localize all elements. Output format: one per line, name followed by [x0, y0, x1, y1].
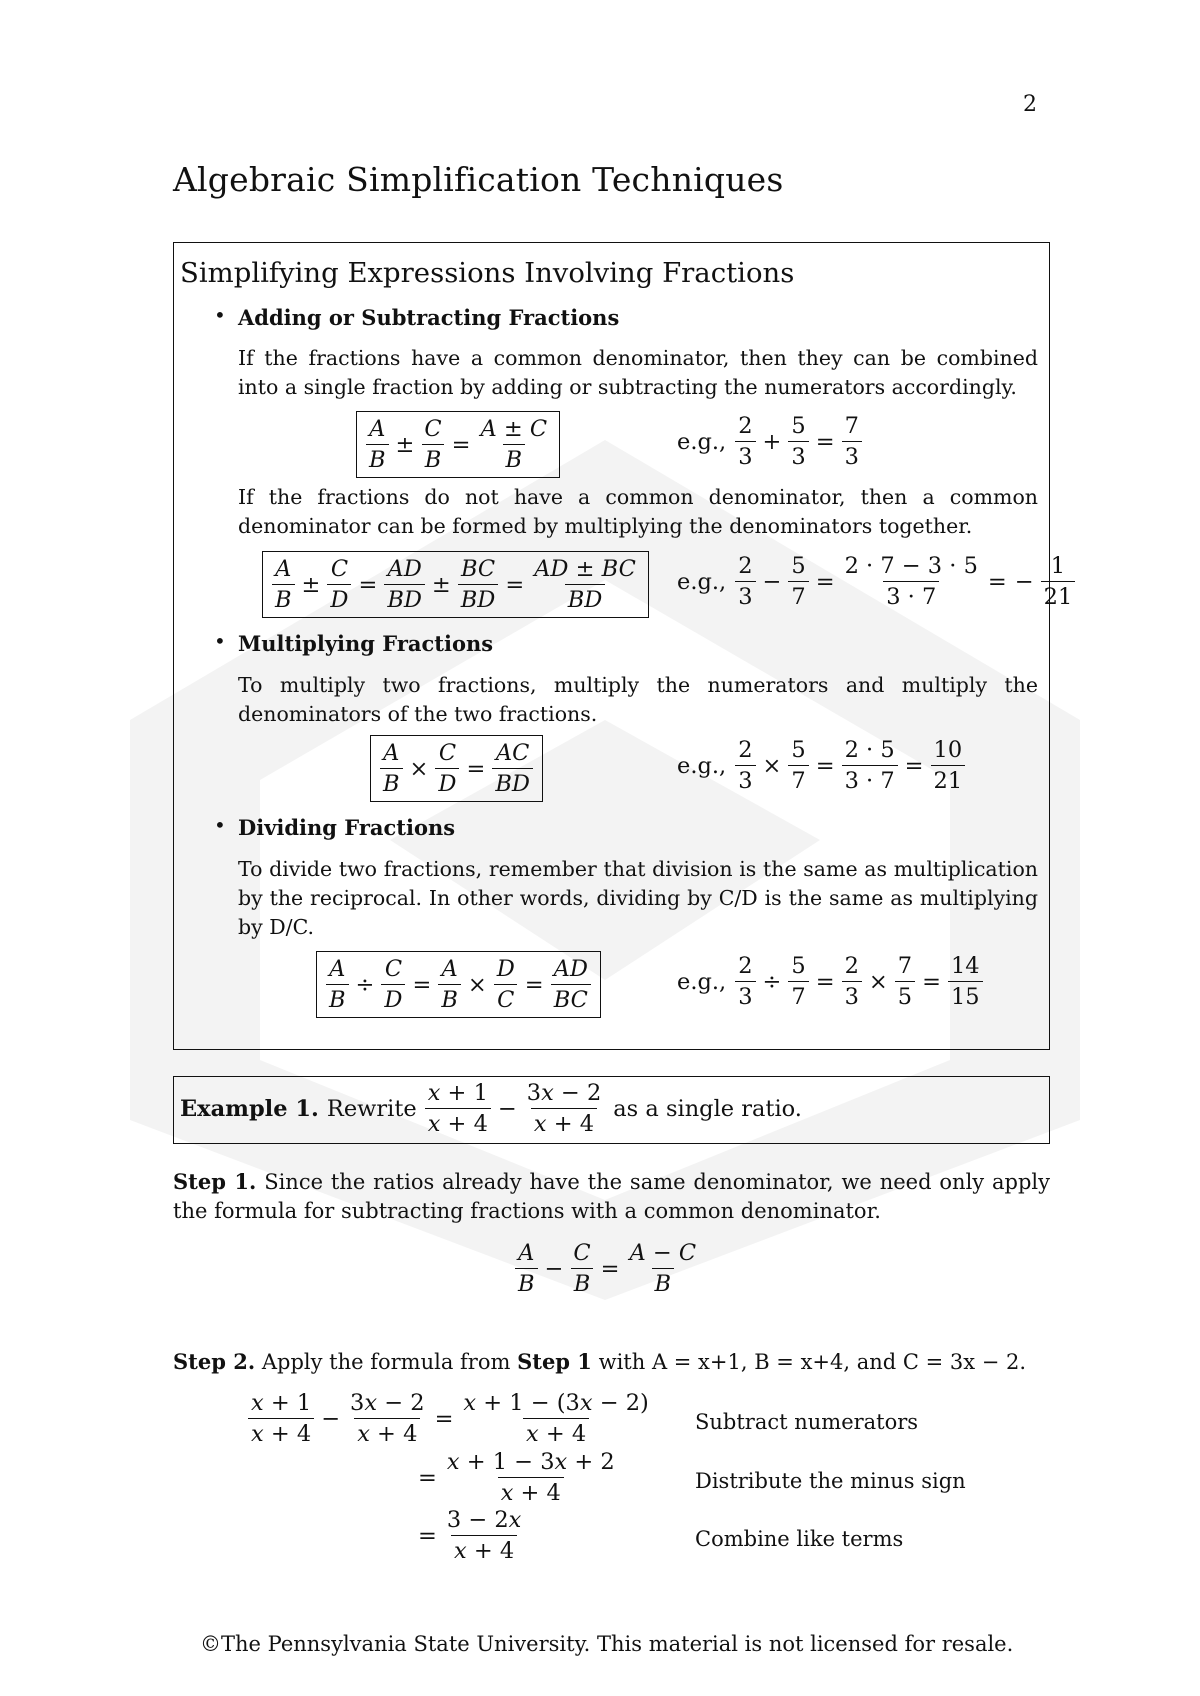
section-text-adding-2: If the fractions do not have a common denominator, then a common denominator can be formed by multiplying the denominators together.	[238, 485, 1038, 538]
bullet-icon: •	[214, 813, 226, 837]
example-box	[173, 1076, 1050, 1144]
box-title: Simplifying Expressions Involving Fractions	[180, 257, 795, 289]
example-different-denominator: e.g., $\frac{2}{3}$ − $\frac{5}{7}$ = $\frac{2 \cdot 7 - 3 \cdot 5}{3 \cdot 7}$ = − $\frac{1}{21}$	[677, 551, 1078, 612]
section-text-adding-1: If the fractions have a common denominator, then they can be combined into a single fraction by adding or subtracting the numerators accordingly.	[238, 346, 1038, 399]
eg-label: e.g.,	[677, 428, 727, 455]
section-heading-multiplying: Multiplying Fractions	[238, 631, 494, 656]
fractions-box	[173, 242, 1073, 1050]
step1-formula: $\frac{A}{B}$ − $\frac{C}{B}$ = $\frac{A - C}{B}$	[512, 1238, 702, 1299]
step2-ref: Step 1	[517, 1349, 592, 1374]
section-heading-adding: Adding or Subtracting Fractions	[238, 305, 620, 330]
example-statement: Example 1. Rewrite $\frac{x + 1}{x + 4}$ − $\frac{3x - 2}{x + 4}$ as a single ratio.	[180, 1080, 802, 1137]
example-text-before: Rewrite	[326, 1095, 417, 1122]
bullet-icon: •	[214, 629, 226, 653]
page-title: Algebraic Simplification Techniques	[173, 160, 784, 199]
derivation-line-2: = $\frac{x + 1 - 3x + 2}{x + 4}$	[418, 1449, 615, 1506]
formula-dividing: $\frac{A}{B}$ ÷ $\frac{C}{D}$ = $\frac{A}{B}$ × $\frac{D}{C}$ = $\frac{AD}{BC}$	[316, 951, 601, 1018]
bullet-icon: •	[214, 303, 226, 327]
example-multiplying: e.g., $\frac{2}{3}$ × $\frac{5}{7}$ = $\frac{2 \cdot 5}{3 \cdot 7}$ = $\frac{10}{21}$	[677, 735, 968, 796]
example-dividing: e.g., $\frac{2}{3}$ ÷ $\frac{5}{7}$ = $\frac{2}{3}$ × $\frac{7}{5}$ = $\frac{14}{15}$	[677, 951, 986, 1012]
copyright-footer: ©The Pennsylvania State University. This material is not licensed for resale.	[200, 1632, 1014, 1656]
formula-different-denominator: $\frac{A}{B}$ ± $\frac{C}{D}$ = $\frac{AD}{BD}$ ± $\frac{BC}{BD}$ = $\frac{AD \pm BC}{BD}$	[262, 551, 649, 618]
step2-text-a: Apply the formula from	[261, 1350, 511, 1374]
explanation-3: Combine like terms	[695, 1527, 904, 1551]
explanation-1: Subtract numerators	[695, 1410, 919, 1434]
step2-label: Step 2.	[173, 1349, 256, 1374]
example-common-denominator: e.g., $\frac{2}{3}$ + $\frac{5}{3}$ = $\frac{7}{3}$	[677, 411, 865, 472]
explanation-2: Distribute the minus sign	[695, 1469, 966, 1493]
eg-label: e.g.,	[677, 968, 727, 995]
eg-label: e.g.,	[677, 568, 727, 595]
derivation-line-3: = $\frac{3 - 2x}{x + 4}$	[418, 1507, 522, 1564]
formula-common-denominator: $\frac{A}{B}$ ± $\frac{C}{B}$ = $\frac{A \pm C}{B}$	[356, 411, 560, 478]
section-text-dividing: To divide two fractions, remember that division is the same as multiplication by the reciprocal. In other words, dividing by C/D is the same as multiplying by D/C.	[238, 857, 1038, 939]
section-text-multiplying: To multiply two fractions, multiply the numerators and multiply the denominators of the two fractions.	[238, 673, 1038, 726]
example-text-after: as a single ratio.	[613, 1095, 802, 1122]
step1-label: Step 1.	[173, 1169, 257, 1194]
step1-paragraph	[173, 1167, 1050, 1226]
eg-label: e.g.,	[677, 752, 727, 779]
section-heading-dividing: Dividing Fractions	[238, 815, 456, 840]
page-number: 2	[1023, 92, 1037, 117]
derivation-line-1: $\frac{x + 1}{x + 4}$ − $\frac{3x - 2}{x + 4}$ = $\frac{x + 1 - (3x - 2)}{x + 4}$	[245, 1388, 655, 1449]
step2-paragraph	[173, 1347, 1026, 1377]
step1-text: Since the ratios already have the same denominator, we need only apply the formula for subtracting fractions with a common denominator.	[173, 1170, 1050, 1223]
step2-text-b: with A = x+1, B = x+4, and C = 3x − 2.	[598, 1350, 1027, 1374]
formula-multiplying: $\frac{A}{B}$ × $\frac{C}{D}$ = $\frac{AC}{BD}$	[370, 735, 543, 802]
example-label: Example 1.	[180, 1095, 319, 1122]
